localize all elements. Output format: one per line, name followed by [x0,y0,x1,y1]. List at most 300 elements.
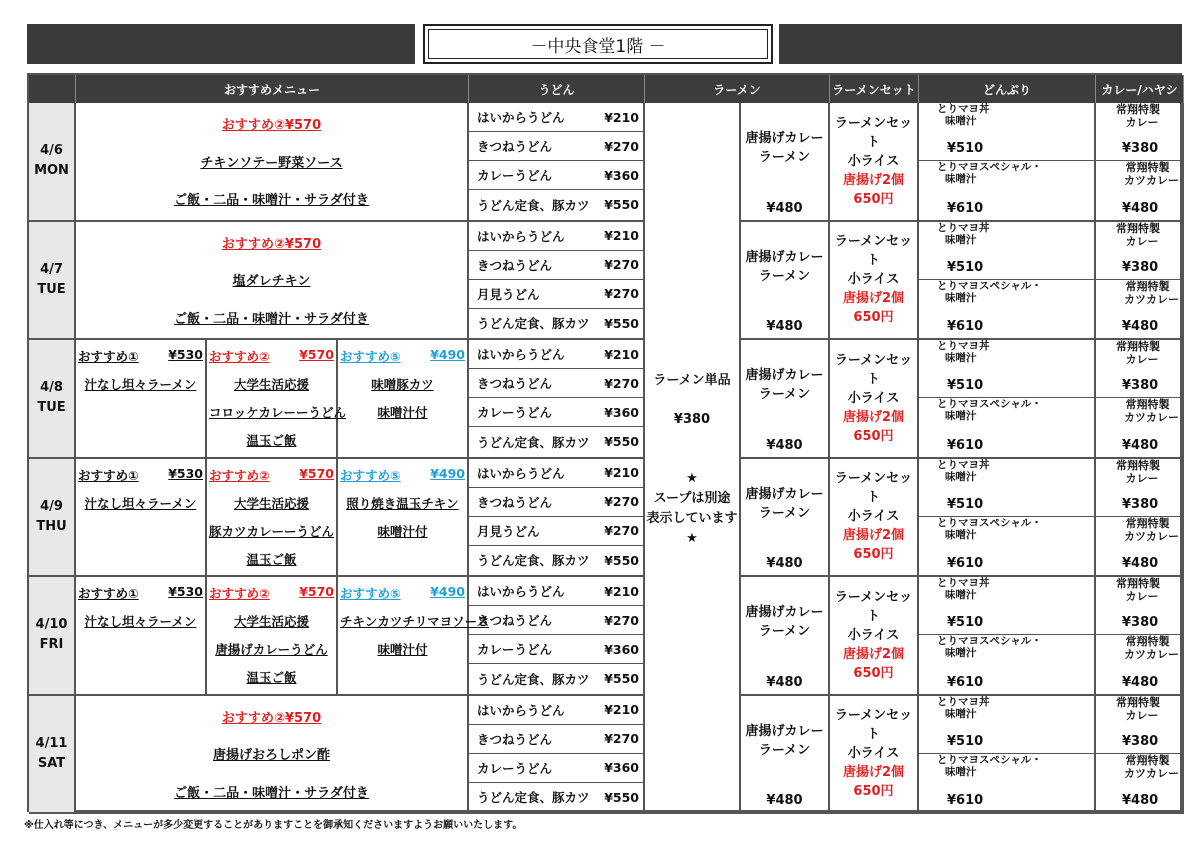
curry-ramen-line: 唐揚げカレー [745,486,824,502]
date: 4/8 [40,380,63,396]
curry-ramen [741,696,830,815]
donburi-line: 味噌汁 [945,528,977,541]
curry-ramen [741,340,830,459]
set-line: ラーメンセット [834,352,913,387]
osusume-cell [76,103,469,222]
curry-item [1096,340,1182,398]
curry-ramen-price: ¥480 [766,319,803,334]
spacer [340,668,465,686]
udon-price: ¥210 [604,465,639,481]
osusume-line: 味噌汁付 [377,405,428,421]
curry-ramen-price: ¥480 [766,200,803,216]
udon-price: ¥550 [604,789,639,805]
date: 4/9 [40,498,63,514]
udon-name: うどん定食、豚カツ [477,197,590,213]
donburi-line: とりマヨスペシャル・ [937,161,1042,174]
set-line: ラーメンセット [834,589,913,624]
donburi [919,222,1096,341]
set-line: ラーメンセット [834,471,913,506]
set-line: 小ライス [847,746,900,762]
donburi-name [937,280,1042,304]
donburi-line: 味噌汁 [945,352,977,364]
curry-price: ¥480 [1122,793,1159,808]
udon-price: ¥270 [604,375,639,391]
donburi-line: 味噌汁 [945,765,977,778]
osusume-line: 汁なし坦々ラーメン [84,614,197,630]
udon-name: きつねうどん [477,731,553,747]
osusume-head [209,584,334,602]
donburi-price: ¥610 [947,437,984,453]
udon-item [469,427,643,456]
udon-price: ¥360 [604,760,639,776]
header-1: うどん [469,75,645,103]
curry-ramen-name [745,366,823,404]
curry-name [1116,635,1179,661]
donburi-name [937,340,990,364]
curry-item [1096,222,1182,280]
udon-price: ¥550 [604,552,639,568]
donburi-line: とりマヨ丼 [937,221,990,234]
karaage-line: 唐揚げ2個 [842,765,905,781]
osusume-price: ¥490 [430,347,465,363]
ramen-soup: 表示しています [646,511,738,526]
donburi-item [919,161,1094,219]
udon-price: ¥270 [604,494,639,510]
curry-price: ¥480 [1122,674,1159,690]
curry-price: ¥380 [1122,259,1159,275]
osusume-c2 [207,577,338,696]
date: 4/11 [35,735,68,751]
donburi-price: ¥510 [947,259,984,275]
menu-table [27,73,1182,812]
donburi-line: とりマヨ丼 [937,103,990,115]
curry-line: 常翔特製 [1125,635,1170,649]
curry-item [1096,459,1182,517]
osusume-price: ¥530 [168,347,203,363]
curry-ramen-price: ¥480 [766,437,803,453]
osusume-price: ¥530 [168,584,203,600]
osusume-price: ¥530 [168,465,203,481]
udon-price: ¥210 [604,109,639,125]
donburi-price: ¥610 [947,793,984,808]
osusume-sides: ご飯・二品・味噌汁・サラダ付き [174,785,369,801]
udon-item [469,783,643,812]
curry-item [1096,161,1182,219]
udon-item [469,696,643,725]
day-label [29,103,76,222]
karaage-line: 唐揚げ2個 [842,528,905,544]
curry-ramen-line: 唐揚げカレー [745,723,824,739]
osusume-line: チキンカツチリマヨソース [340,614,490,630]
osusume-label: おすすめ② [209,349,270,365]
donburi-name [937,577,990,601]
donburi [919,459,1096,578]
osusume-head [78,347,203,365]
donburi-line: とりマヨスペシャル・ [937,279,1042,292]
curry-item [1096,280,1182,338]
footnote: ※仕入れ等につき、メニューが多少変更することがありますことを御承知くださいますようお願いいたします。 [24,820,523,831]
ramen-set [830,459,919,578]
day-label [29,459,76,578]
donburi-line: 味噌汁 [945,647,977,660]
osusume-line: 温玉ご飯 [246,551,297,567]
osusume-line: 味噌汁付 [377,642,428,658]
curry-ramen-line: ラーメン [758,150,811,165]
osusume-line: 温玉ご飯 [246,670,297,686]
curry-ramen-name [745,722,823,760]
udon-name: カレーうどん [477,168,553,184]
osusume-head [340,584,465,602]
curry-line: カツカレー [1124,529,1179,543]
karaage-price: 650円 [853,784,894,800]
osusume-price: ¥490 [430,584,465,600]
curry-name [1116,340,1160,366]
donburi-line: 味噌汁 [945,410,977,423]
udon-item [469,222,643,251]
udon-price: ¥270 [604,612,639,628]
udon-name: カレーうどん [477,405,553,421]
donburi-price: ¥610 [947,319,984,334]
donburi-name [937,754,1042,778]
curry-line: 常翔特製 [1116,695,1160,709]
curry-ramen-price: ¥480 [766,556,803,571]
udon-item [469,103,643,132]
udon-item [469,161,643,190]
udon-name: はいからうどん [477,584,565,600]
ramen-name: ラーメン単品 [653,373,731,388]
osusume-head [340,466,465,484]
udon-name: きつねうどん [477,613,553,629]
curry-ramen-price: ¥480 [766,674,803,690]
udon-item [469,369,643,398]
udon-name: うどん定食、豚カツ [477,316,590,332]
udon-name: はいからうどん [477,347,565,363]
osusume-label: おすすめ① [78,467,139,483]
ramen-set [830,696,919,815]
osusume-dish: 唐揚げおろしポン酢 [212,748,330,764]
header-5: カレー/ハヤシ [1096,75,1184,103]
curry-name [1116,577,1160,603]
udon-item [469,488,643,517]
curry-ramen-line: ラーメン [758,624,811,639]
date: 4/6 [40,143,63,159]
udon-name: きつねうどん [477,257,553,273]
curry-ramen-line: ラーメン [758,268,811,284]
osusume-label: おすすめ⑤ [340,586,401,602]
osusume-line: 照り焼き温玉チキン [346,495,459,511]
osusume-c1 [76,577,207,696]
curry-line: カレー [1125,234,1159,248]
udon-price: ¥360 [604,404,639,420]
curry-price: ¥380 [1122,615,1159,631]
curry-line: カツカレー [1124,766,1179,780]
spacer [340,431,465,449]
udon-item [469,190,643,219]
donburi-item [919,280,1094,338]
spacer [78,403,203,421]
udon-list [469,459,645,578]
header-2: ラーメン [645,75,830,103]
udon-item [469,635,643,664]
set-line: 小ライス [847,153,900,169]
donburi-name [937,222,990,246]
udon-name: きつねうどん [477,139,553,155]
curry [1096,696,1184,815]
spacer [78,431,203,449]
curry-price: ¥380 [1122,378,1159,394]
udon-price: ¥360 [604,167,639,183]
osusume-line: 味噌豚カツ [371,377,434,393]
udon-item [469,517,643,546]
udon-name: うどん定食、豚カツ [477,553,590,569]
osusume-cell [76,696,469,815]
osusume-line: 唐揚げカレーうどん [215,642,328,658]
udon-item [469,577,643,606]
curry-item [1096,103,1182,161]
osusume-c1 [76,459,207,578]
day-label [29,696,76,815]
curry-item [1096,635,1182,693]
day-label [29,340,76,459]
curry-ramen [741,222,830,341]
ramen-cell [645,103,741,814]
curry-ramen-line: 唐揚げカレー [745,368,824,383]
curry-line: カツカレー [1124,648,1179,662]
donburi-item [919,696,1094,754]
curry-price: ¥480 [1122,556,1159,571]
weekday: TUE [37,281,66,297]
udon-name: 月見うどん [477,286,540,302]
osusume-price: ¥570 [299,347,334,363]
donburi-line: とりマヨスペシャル・ [937,398,1042,411]
udon-item [469,398,643,427]
curry-name [1116,696,1160,722]
donburi-name [937,103,990,127]
donburi-item [919,754,1094,812]
udon-name: はいからうどん [477,228,565,244]
udon-name: うどん定食、豚カツ [477,671,590,687]
page-title: －中央食堂1階 － [428,29,768,59]
udon-list [469,696,645,815]
header-0: おすすめメニュー [76,75,469,103]
udon-name: 月見うどん [477,523,540,539]
donburi-item [919,517,1094,575]
ramen-price: ¥380 [673,412,711,427]
osusume-c3 [338,459,469,578]
udon-price: ¥360 [604,641,639,657]
donburi [919,696,1096,815]
curry [1096,340,1184,459]
top-bar-left [27,24,415,64]
osusume-head [78,466,203,484]
udon-price: ¥270 [604,138,639,154]
osusume-c3 [338,577,490,696]
udon-name: はいからうどん [477,702,565,718]
curry-ramen-line: 唐揚げカレー [745,249,824,265]
osusume-line: 大学生活応援 [233,377,309,393]
curry-ramen-line: 唐揚げカレー [745,605,824,620]
osusume-label: おすすめ② [209,467,270,483]
curry-line: カレー [1125,471,1159,485]
donburi-line: 味噌汁 [945,707,977,720]
osusume-cell [76,222,469,341]
udon-name: きつねうどん [477,494,553,510]
curry-item [1096,696,1182,754]
curry-ramen-name [745,129,823,167]
curry-price: ¥480 [1122,319,1159,334]
osusume-label: おすすめ②¥570 [221,236,322,252]
curry-line: カツカレー [1124,411,1179,425]
osusume-label: おすすめ① [78,349,139,365]
curry-line: カツカレー [1124,174,1179,188]
udon-price: ¥550 [604,197,639,213]
osusume-head [340,347,465,365]
osusume-dish: チキンソテー野菜ソース [200,155,343,171]
karaage-price: 650円 [853,191,894,207]
curry-name [1116,517,1179,543]
curry-ramen-name [745,485,823,523]
curry-name [1116,103,1160,129]
udon-item [469,546,643,575]
osusume-line: 味噌汁付 [377,523,428,539]
curry-ramen-name [745,603,823,641]
donburi-price: ¥610 [947,674,984,690]
header-4: どんぶり [919,75,1096,103]
curry-name [1116,222,1160,248]
curry-line: カレー [1125,708,1159,722]
curry-line: 常翔特製 [1125,753,1170,767]
karaage-line: 唐揚げ2個 [842,172,905,188]
osusume-line: 汁なし坦々ラーメン [84,495,197,511]
curry-ramen-line: ラーメン [758,505,811,521]
donburi-price: ¥510 [947,141,984,157]
osusume-head [209,466,334,484]
osusume-label: おすすめ②¥570 [221,118,322,134]
udon-name: はいからうどん [477,110,565,126]
donburi-line: 味噌汁 [945,115,977,127]
udon-name: きつねうどん [477,376,553,392]
curry-price: ¥480 [1122,437,1159,453]
day-label [29,577,76,696]
udon-item [469,754,643,783]
udon-item [469,280,643,309]
donburi-line: とりマヨ丼 [937,695,990,708]
osusume-label: おすすめ⑤ [340,467,401,483]
donburi-line: とりマヨ丼 [937,340,990,352]
osusume-line: コロッケカレーーうどん [209,405,347,421]
osusume-head [78,584,203,602]
karaage-price: 650円 [853,547,894,563]
curry-item [1096,517,1182,575]
udon-price: ¥550 [604,671,639,687]
donburi-item [919,340,1094,398]
osusume-c2 [207,459,338,578]
udon-price: ¥270 [604,731,639,747]
osusume-line: 大学生活応援 [233,614,309,630]
curry-name [1116,459,1160,485]
weekday: THU [36,518,67,534]
donburi-name [937,635,1042,659]
curry-line: 常翔特製 [1125,516,1170,530]
ramen-set [830,103,919,222]
donburi-item [919,577,1094,635]
donburi-name [937,459,990,483]
curry-name [1116,754,1179,780]
udon-item [469,132,643,161]
osusume-sides: ご飯・二品・味噌汁・サラダ付き [174,311,369,327]
donburi-line: とりマヨ丼 [937,458,990,471]
udon-item [469,606,643,635]
set-line: ラーメンセット [834,234,913,269]
udon-name: うどん定食、豚カツ [477,790,590,806]
curry-price: ¥380 [1122,496,1159,512]
udon-item [469,725,643,754]
curry-price: ¥480 [1122,200,1159,216]
curry-price: ¥380 [1122,141,1159,157]
weekday: FRI [39,637,64,653]
karaage-line: 唐揚げ2個 [842,409,905,425]
ramen-set [830,222,919,341]
udon-price: ¥210 [604,346,639,362]
donburi-name [937,696,990,720]
ramen-soup: スープは別途 [653,491,731,506]
osusume-sides: ご飯・二品・味噌汁・サラダ付き [174,193,369,209]
osusume-line: 温玉ご飯 [246,433,297,449]
donburi-item [919,222,1094,280]
udon-price: ¥270 [604,523,639,539]
udon-name: カレーうどん [477,642,553,658]
top-bar-right [779,24,1182,64]
udon-name: はいからうどん [477,465,565,481]
curry-line: 常翔特製 [1116,340,1160,353]
curry-line: 常翔特製 [1116,221,1160,235]
ramen-set [830,340,919,459]
spacer [78,550,203,568]
osusume-c1 [76,340,207,459]
donburi-line: とりマヨスペシャル・ [937,753,1042,766]
curry-ramen-line: ラーメン [758,387,811,402]
karaage-price: 650円 [853,665,894,681]
weekday: TUE [37,400,66,416]
osusume-label: おすすめ②¥570 [221,710,322,726]
spacer [78,640,203,658]
day-label [29,222,76,341]
donburi-line: とりマヨ丼 [937,577,990,589]
curry-item [1096,398,1182,456]
curry-line: 常翔特製 [1125,161,1170,175]
date: 4/7 [40,261,63,277]
curry-ramen-name [745,248,823,286]
udon-list [469,222,645,341]
donburi-line: 味噌汁 [945,173,977,186]
osusume-line: 大学生活応援 [233,495,309,511]
udon-name: うどん定食、豚カツ [477,434,590,450]
donburi-line: 味噌汁 [945,470,977,483]
set-line: ラーメンセット [834,708,913,743]
ramen-star: ★ [686,471,698,486]
curry-price: ¥380 [1122,733,1159,749]
set-line: 小ライス [847,509,900,525]
curry-ramen [741,459,830,578]
osusume-label: おすすめ① [78,586,139,602]
curry-line: 常翔特製 [1125,279,1170,293]
osusume-price: ¥570 [299,465,334,481]
donburi-item [919,103,1094,161]
donburi-price: ¥510 [947,496,984,512]
header-3: ラーメンセット [830,75,919,103]
udon-item [469,340,643,369]
curry-ramen [741,103,830,222]
